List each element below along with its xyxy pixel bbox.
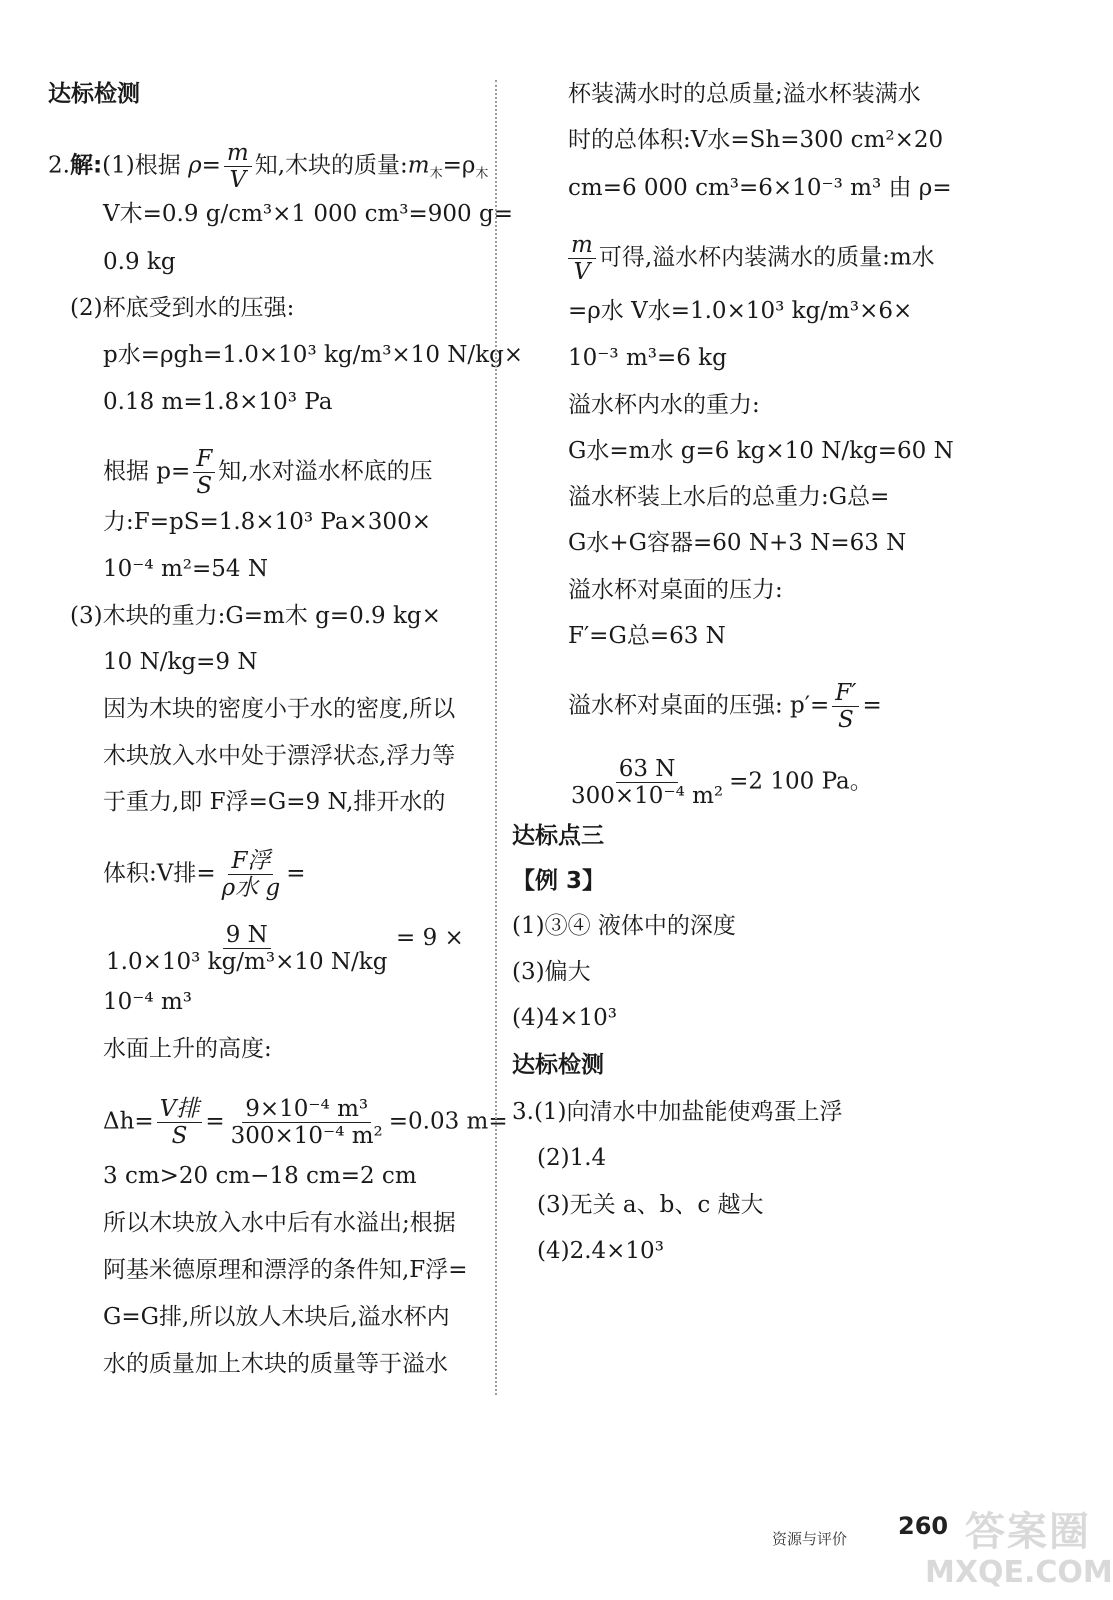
- denominator: S: [196, 473, 213, 499]
- fraction: [157, 1096, 203, 1149]
- text: =: [286, 860, 306, 887]
- r-line-2: 时的总体积:V水=Sh=300 cm²×20: [568, 127, 944, 153]
- watermark-url: MXQE.COM: [925, 1555, 1113, 1590]
- q2-line-6: 0.18 m=1.8×10³ Pa: [103, 389, 333, 415]
- text: =0.03 m=: [388, 1108, 508, 1135]
- fraction: [832, 680, 859, 733]
- r-line-12: F′=G总=63 N: [568, 623, 726, 649]
- numerator: F: [193, 446, 215, 473]
- denominator: 300×10⁻⁴ m²: [230, 1123, 383, 1149]
- example-answer-4: (4)4×10³: [512, 1005, 617, 1031]
- text: 知,水对溢水杯底的压: [218, 458, 433, 485]
- q2-line-19: Δh= V排 S = $\frac{\text{9×10⁻⁴ m³}}{\text{300×10⁻⁴ m²}}$ =0.03 m=: [103, 1096, 508, 1149]
- denominator: S: [837, 707, 854, 733]
- q2-line-9: 10⁻⁴ m²=54 N: [103, 556, 268, 582]
- text: (1)根据: [102, 152, 181, 179]
- q2-line-24: 水的质量加上木块的质量等于溢水: [103, 1351, 448, 1377]
- denominator: V: [573, 259, 591, 285]
- numerator: 9×10⁻⁴ m³: [242, 1096, 371, 1123]
- page-number: 260: [898, 1512, 949, 1540]
- r-line-4: [568, 232, 935, 285]
- numerator: F′: [832, 680, 859, 707]
- q2-line-7: [103, 446, 433, 499]
- r-line-10: G水+G容器=60 N+3 N=63 N: [568, 530, 907, 556]
- q2-line-18: 水面上升的高度:: [103, 1036, 272, 1062]
- text: 溢水杯对桌面的压强: p′=: [568, 692, 830, 719]
- watermark: 答案圈: [965, 1509, 1091, 1555]
- text: 可得,溢水杯内装满水的质量:m水: [598, 244, 935, 271]
- q2-line-20: 3 cm>20 cm−18 cm=2 cm: [103, 1163, 417, 1189]
- text: 根据 p=: [103, 458, 191, 485]
- q2-line-16-tail: = 9 ×: [396, 925, 464, 951]
- denominator: ρ水 g: [221, 875, 281, 901]
- symbol: m: [407, 152, 430, 179]
- denominator: 1.0×10³ kg/m³×10 N/kg: [106, 949, 388, 975]
- r-line-1: 杯装满水时的总质量;溢水杯装满水: [568, 81, 921, 107]
- solution-label: 解:: [69, 152, 103, 179]
- example-label: 【例 3】: [512, 868, 606, 894]
- text: Δh=: [103, 1108, 154, 1135]
- text: 体积:V排=: [103, 860, 216, 887]
- numerator: V排: [157, 1096, 203, 1123]
- q2-line-14: 于重力,即 F浮=G=9 N,排开水的: [103, 789, 446, 815]
- q2-line-22: 阿基米德原理和漂浮的条件知,F浮=: [103, 1257, 468, 1283]
- fraction: [224, 140, 252, 193]
- r-line-14: [568, 756, 873, 809]
- q2-part2: (2)杯底受到水的压强:: [70, 295, 295, 321]
- q3-answer-1: 3.(1)向清水中加盐能使鸡蛋上浮: [512, 1099, 843, 1125]
- q2-line-11: 10 N/kg=9 N: [103, 649, 258, 675]
- q2-line-16: [103, 922, 393, 975]
- section-heading-point3: 达标点三: [512, 823, 604, 849]
- example-answer-3: (3)偏大: [512, 959, 591, 985]
- q3-answer-3: (3)无关 a、b、c 越大: [537, 1192, 764, 1218]
- denominator: V: [229, 167, 247, 193]
- subscript: 木: [475, 166, 489, 182]
- q2-part3: (3)木块的重力:G=m木 g=0.9 kg×: [70, 603, 441, 629]
- r-line-3: cm=6 000 cm³=6×10⁻³ m³ 由 ρ=: [568, 175, 952, 201]
- fraction: [103, 922, 390, 975]
- q2-line-15: [103, 848, 305, 901]
- numerator: m: [568, 232, 596, 259]
- text: =: [862, 692, 882, 719]
- numerator: F浮: [228, 848, 273, 875]
- r-line-13: [568, 680, 882, 733]
- text: =ρ: [442, 152, 476, 179]
- q2-line-17: 10⁻⁴ m³: [103, 989, 192, 1015]
- r-line-11: 溢水杯对桌面的压力:: [568, 577, 783, 603]
- section-heading: 达标检测: [48, 81, 140, 107]
- denominator: 300×10⁻⁴ m²: [571, 783, 724, 809]
- q3-answer-4: (4)2.4×10³: [537, 1238, 664, 1264]
- example-answer-1: (1)③④ 液体中的深度: [512, 913, 736, 939]
- q2-line-1: 2.解:(1)根据 ρ= $\frac{m}{V}$ 知,木块的质量$:m_木=\rho_木$: [48, 140, 489, 193]
- q2-line-5: p水=ρgh=1.0×10³ kg/m³×10 N/kg×: [103, 342, 524, 368]
- q3-answer-2: (2)1.4: [537, 1145, 607, 1171]
- section-heading-check: 达标检测: [512, 1052, 604, 1078]
- text: 知,木块的质量:: [254, 152, 408, 179]
- symbol: ρ: [188, 152, 202, 179]
- numerator: 9 N: [223, 922, 271, 949]
- q2-line-13: 木块放入水中处于漂浮状态,浮力等: [103, 743, 456, 769]
- numerator: 63 N: [616, 756, 679, 783]
- fraction: [228, 1096, 386, 1149]
- q2-line-21: 所以木块放入水中后有水溢出;根据: [103, 1210, 456, 1236]
- subscript: 木: [429, 166, 443, 182]
- numerator: m: [224, 140, 252, 167]
- r-line-6: 10⁻³ m³=6 kg: [568, 345, 727, 371]
- q2-line-23: G=G排,所以放人木块后,溢水杯内: [103, 1304, 450, 1330]
- r-line-5: =ρ水 V水=1.0×10³ kg/m³×6×: [568, 298, 913, 324]
- question-number: 2.: [48, 152, 70, 179]
- q2-line-12: 因为木块的密度小于水的密度,所以: [103, 696, 456, 722]
- fraction: [568, 756, 726, 809]
- fraction: [568, 232, 596, 285]
- column-divider: [495, 80, 497, 1395]
- fraction: [193, 446, 215, 499]
- r-line-7: 溢水杯内水的重力:: [568, 392, 760, 418]
- denominator: S: [171, 1123, 188, 1149]
- q2-line-3: 0.9 kg: [103, 249, 176, 275]
- fraction: [219, 848, 284, 901]
- footer-label: 资源与评价: [772, 1530, 848, 1548]
- q2-line-2: V木=0.9 g/cm³×1 000 cm³=900 g=: [103, 201, 513, 227]
- q2-line-8: 力:F=pS=1.8×10³ Pa×300×: [103, 509, 431, 535]
- text: =2 100 Pa。: [729, 768, 873, 795]
- r-line-8: G水=m水 g=6 kg×10 N/kg=60 N: [568, 438, 954, 464]
- r-line-9: 溢水杯装上水后的总重力:G总=: [568, 484, 890, 510]
